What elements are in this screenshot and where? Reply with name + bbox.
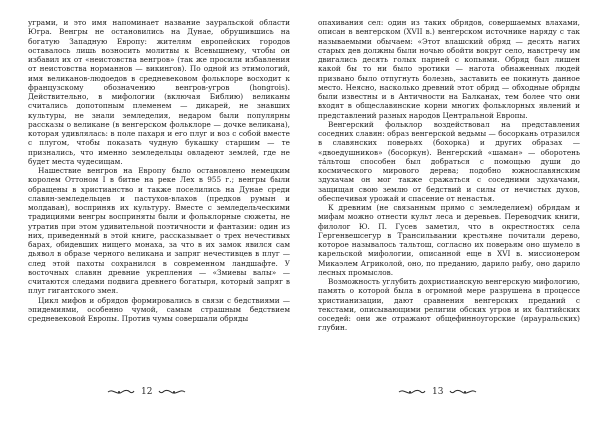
paragraph: К древним (не связанным прямо с земледелием) обрядам и мифам можно отнести культ леса и деревьев. Переводчик книги, филолог Ю. П. Гусев заметил, что в окрестностях села Гергенвешсегур в Трансильвании крестьяне почитали дерево, которое называлось тальтош, согласно их поверьям оно шумело в карельской мифологии, описанной еще в XVI в. миссионером Микаэлем Агриколой, оно, по преданию, дарило рыбу, оно дарило лесных промыслов. <box>318 203 580 277</box>
right-text-column <box>318 18 580 333</box>
page-number: 13 <box>432 387 444 397</box>
left-flourish-icon <box>107 387 135 397</box>
paragraph: уграми, и это имя напоминает название зауральской области Югра. Венгры не остановились на Дунае, обрушившись на богатую Западную Европу: жителям европейских городов оставалось лишь возносить молитвы к Всевышнему, чтобы он избавил их от «неистовства венгров» (так же просили избавления от неистовства норманнов — викингов). По одной из этимологий, имя великанов-людоедов в средневековом фольклоре восходит к французскому обозначению венгров-угров (hongrois). Действительно, в мифологии (включая Библию) великаны считались допотопным племенем — дикарей, не знавших культуры, не знали земледелия, недаром были популярны рассказы о великане (в венгерском фольклоре — дочке великана), которая удивлялась: в поле пахаря и его плуг и воз с собой вместе с плугом, чтобы показать чудную букашку старшим — те признались, что именно земледельцы овладеют землей, где не будет места чудесищам. <box>28 18 290 166</box>
paragraph: Венгерский фольклор воздействовал на представления соседних славян: образ венгерской ведьмы — босоркань отразился в славянских поверьях (бохорка) и других образах — «двоедушников» (босоркун). Венгерский «шаман» — оборотень тáльтош способен был добраться с помощью души до космического мирового дерева; подобно южнославянским здухачам он мог также сражаться с соседними здухачами, защищая свою землю от бедствий и силы от нечистых духов, обеспечивая урожай и спасение от ненастья. <box>318 119 580 203</box>
paragraph: Нашествие венгров на Европу было остановлено немецким королем Оттоном I в битве на реке Лех в 955 г.; венгры были обращены в христианство и также поселились на Дунае среди славян-земледельцев и пастухов-влахов (предков румын и молдаван), восприняв их культуру. Вместе с земледельческими традициями венгры восприняты были и фольклорные сюжеты, не утратив при этом удивительной поэтичности и фантазии: один из них, приведенный в этой книге, рассказывает о трех нечестивых барах, обидевших нищего монаха, за что в их замок явился сам дьявол в образе черного великана и запряг нечестивцев в плуг — след этой пахоты сохранился в современном ландшафте. У восточных славян древние укрепления — «Змиевы валы» — считаются следами подвига древнего богатыря, который запряг в плуг гигантского змея. <box>28 166 290 296</box>
paragraph: Цикл мифов и обрядов формировались в связи с бедствиями — эпидемиями, особенно чумой, самым страшным бедствием средневековой Европы. Против чумы совершали обряды <box>28 295 290 323</box>
paragraph: Возможность углубить дохристианскую венгерскую мифологию, память о которой была в огромной мере разрушена в процессе христианизации, дают сравнения венгерских преданий с текстами, описывающими религии обских угров и их балтийских соседей: они же отражают общефинноугорские (ирауральских) глубин. <box>318 277 580 333</box>
page-number: 12 <box>141 387 153 397</box>
left-folio <box>107 385 186 399</box>
right-flourish-icon <box>158 387 186 397</box>
paragraph: опахивания сел: один из таких обрядов, совершаемых влахами, описан в венгерском (XVII в.) венгерском источнике наряду с так называемыми обычаем: «Этот влашский обряд — десять нагих старых дев должны были ночью обойти вокруг село, навстречу им двигались десять голых парней с копьями. Обряд был лишен какой бы то ни было эротики — нагота обнаженных людей призвано было отпугнуть болезнь, заставить ее покинуть данное место. Неясно, насколько древний этот обряд — обходные обряды были известны и в Античности на Балканах, тем более что они входят в общеславянские корни многих фольклорных явлений и представлений разных народов Центральной Европы. <box>318 18 580 120</box>
right-folio <box>398 385 477 399</box>
left-flourish-icon <box>398 387 426 397</box>
left-text-column <box>28 18 290 323</box>
right-flourish-icon <box>449 387 477 397</box>
